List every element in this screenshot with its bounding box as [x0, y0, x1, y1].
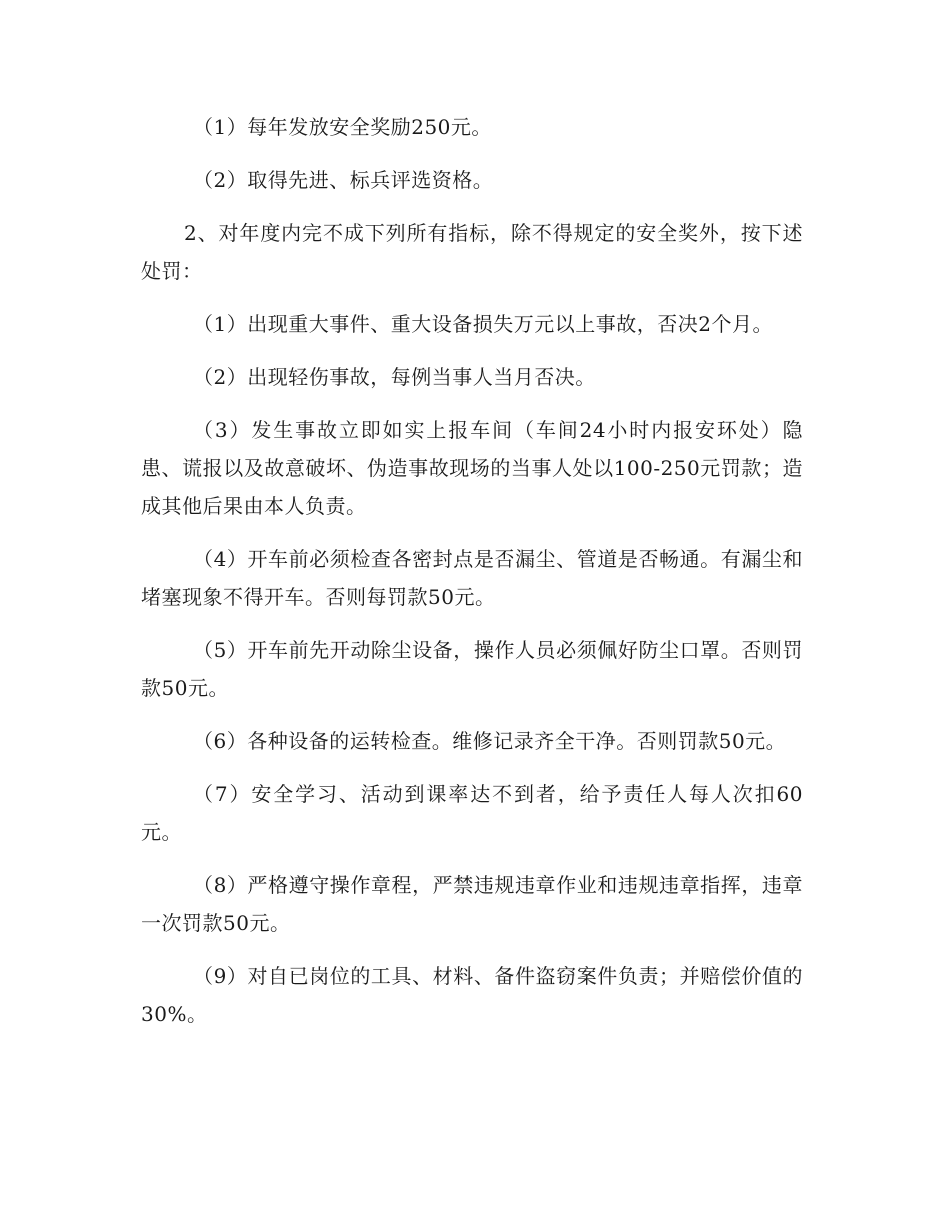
- paragraph-penalty-intro: 2、对年度内完不成下列所有指标，除不得规定的安全奖外，按下述处罚：: [141, 221, 803, 283]
- paragraph-accident-reporting: （3）发生事故立即如实上报车间（车间24小时内报安环处）隐患、谎报以及故意破坏、伪造事故现场的当事人处以100-250元罚款；造成其他后果由本人负责。: [141, 418, 803, 518]
- paragraph-operating-rules: （8）严格遵守操作章程，严禁违规违章作业和违规违章指挥，违章一次罚款50元。: [141, 873, 803, 935]
- paragraph-minor-injury: （2）出现轻伤事故，每例当事人当月否决。: [193, 365, 596, 389]
- document-body: [141, 108, 803, 1048]
- paragraph-seal-check: （4）开车前必须检查各密封点是否漏尘、管道是否畅通。有漏尘和堵塞现象不得开车。否则每罚款50元。: [141, 547, 803, 609]
- paragraph-reward-250: （1）每年发放安全奖励250元。: [193, 115, 492, 139]
- paragraph-advanced-qualification: （2）取得先进、标兵评选资格。: [193, 168, 494, 192]
- paragraph-equipment-check: （6）各种设备的运转检查。维修记录齐全干净。否则罚款50元。: [193, 729, 787, 753]
- paragraph-dust-equipment: （5）开车前先开动除尘设备，操作人员必须佩好防尘口罩。否则罚款50元。: [141, 638, 803, 700]
- paragraph-theft-responsibility: （9）对自已岗位的工具、材料、备件盗窃案件负责；并赔偿价值的30%。: [141, 964, 803, 1026]
- paragraph-safety-study: （7）安全学习、活动到课率达不到者，给予责任人每人次扣60元。: [141, 782, 803, 844]
- paragraph-major-accident: （1）出现重大事件、重大设备损失万元以上事故，否决2个月。: [193, 312, 773, 336]
